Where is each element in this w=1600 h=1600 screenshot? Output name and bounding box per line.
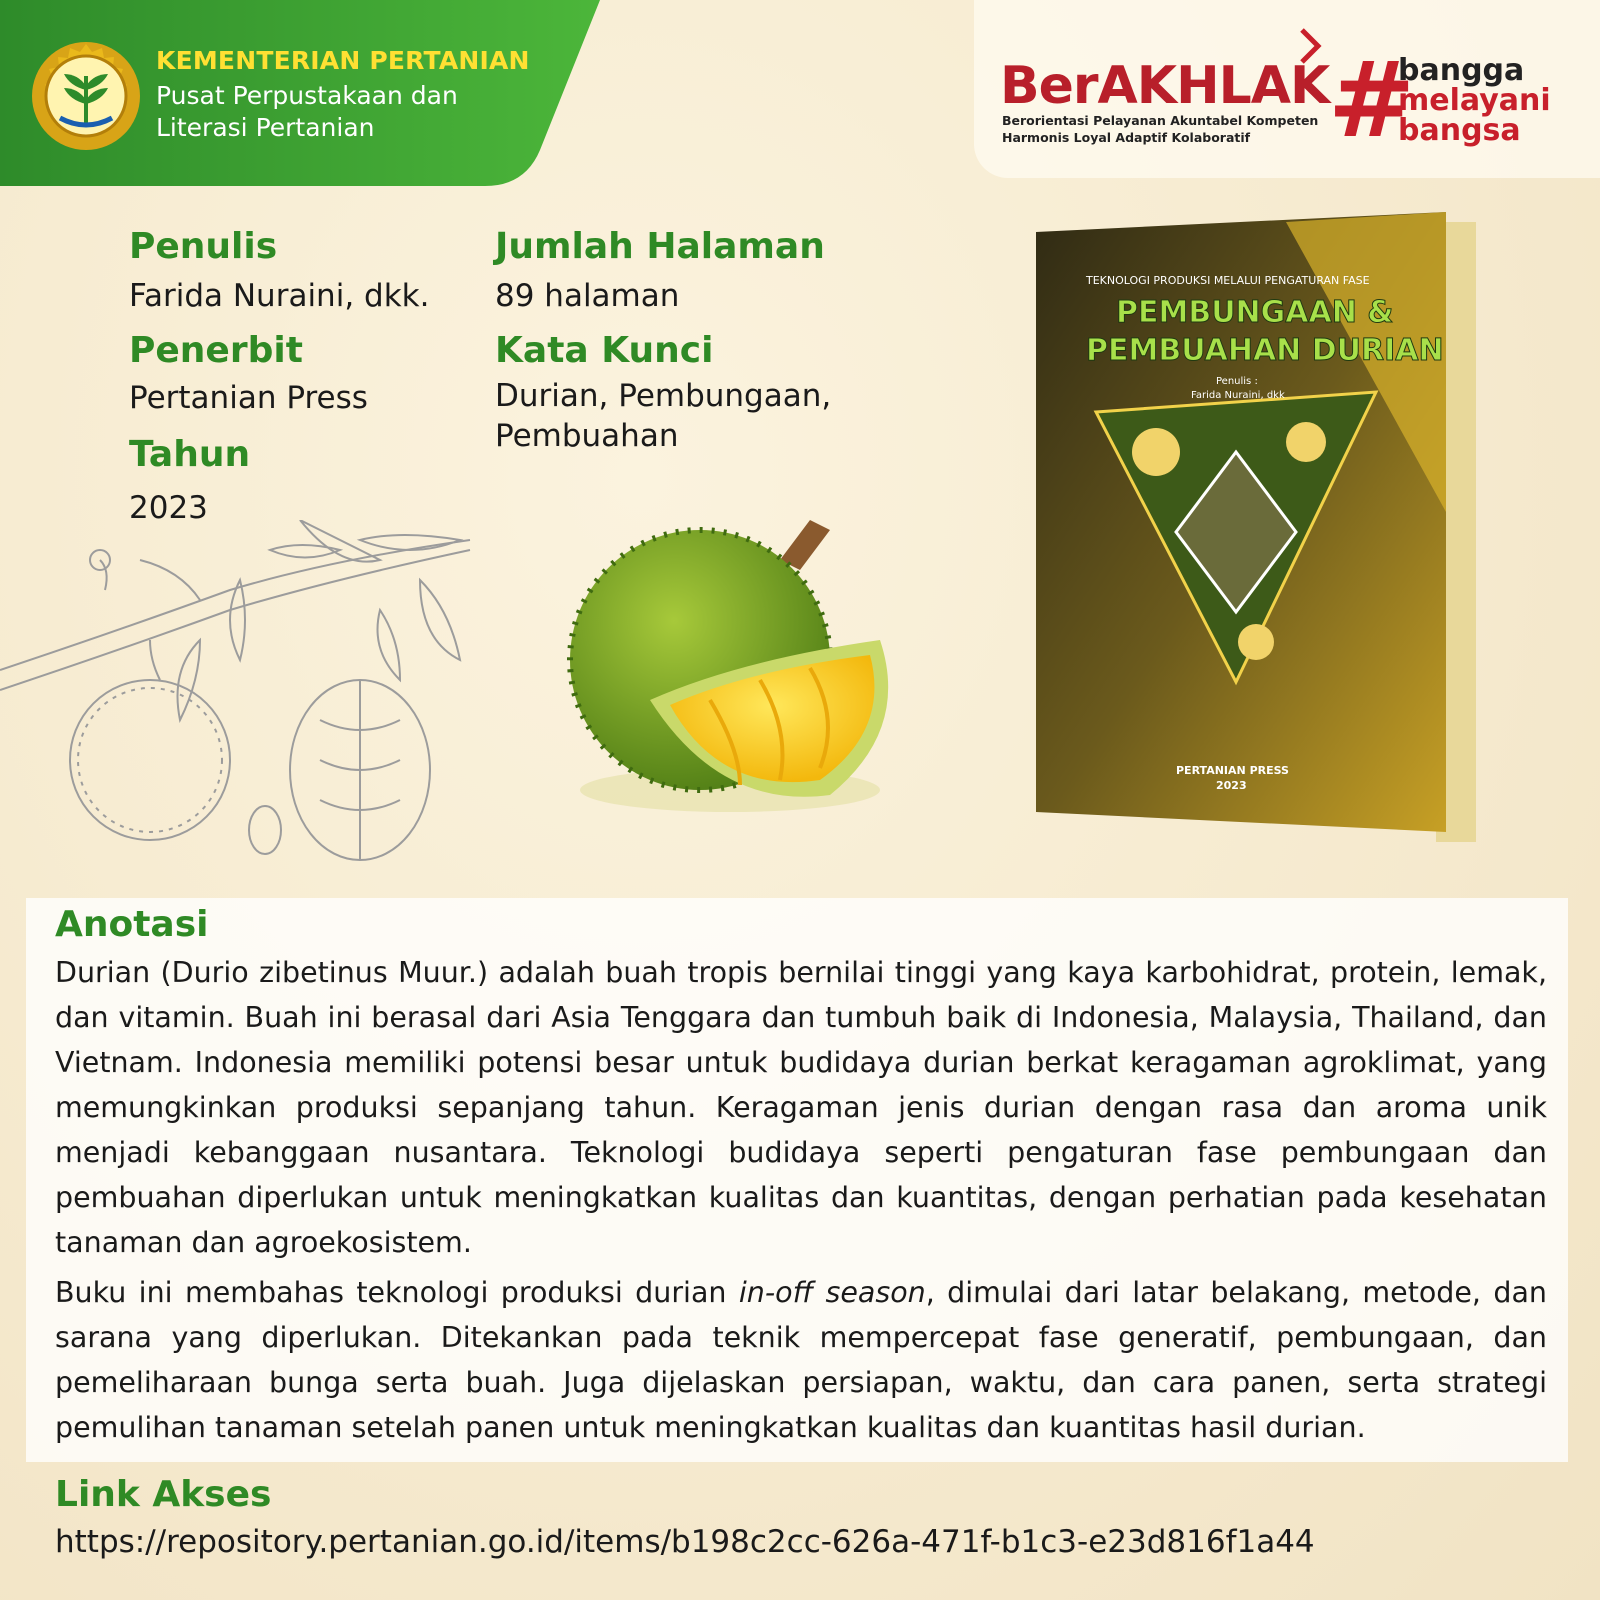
- durian-fruit-illustration: [560, 510, 940, 830]
- kementan-logo: [30, 40, 142, 152]
- halaman-label: Jumlah Halaman: [495, 226, 825, 267]
- berakhlak-logo-text: BerAKHLAK: [1000, 56, 1330, 116]
- tahun-value: 2023: [129, 490, 208, 526]
- book-cover-author-label: Penulis :: [1216, 376, 1258, 387]
- anotasi-paragraph-2-start: Buku ini membahas teknologi produksi durian: [55, 1276, 739, 1309]
- org-subtitle-line1: Pusat Perpustakaan dan: [156, 81, 458, 110]
- tagline-melayani: melayani: [1398, 83, 1551, 118]
- tahun-label: Tahun: [129, 434, 251, 475]
- kata-kunci-label: Kata Kunci: [495, 330, 714, 371]
- link-akses-url[interactable]: https://repository.pertanian.go.id/items/b198c2cc-626a-471f-b1c3-e23d816f1a44: [55, 1524, 1315, 1560]
- tagline-bangsa: bangsa: [1398, 113, 1521, 148]
- anotasi-paragraph-1: Durian (Durio zibetinus Muur.) adalah buah tropis bernilai tinggi yang kaya karbohidrat, protein, lemak, dan vitamin. Buah ini berasal dari Asia Tenggara dan tumbuh baik di Indonesia, Malaysia, Thailand, dan Vietnam. Indonesia memiliki potensi besar untuk budidaya durian berkat keragaman agroklimat, yang memungkinkan produksi sepanjang tahun. Keragaman jenis durian dengan rasa dan aroma unik menjadi kebanggaan nusantara. Teknologi budidaya seperti pengaturan fase pembungaan dan pembuahan diperlukan untuk meningkatkan kualitas dan kuantitas, dengan perhatian pada kesehatan tanaman dan agroekosistem.: [55, 956, 1547, 1259]
- penerbit-label: Penerbit: [129, 330, 303, 371]
- penulis-label: Penulis: [129, 226, 278, 267]
- org-subtitle: [156, 80, 556, 144]
- berakhlak-chevron-icon: [1296, 26, 1326, 66]
- book-cover: [1036, 212, 1496, 848]
- link-akses-heading: Link Akses: [55, 1474, 272, 1515]
- berakhlak-values-line1: Berorientasi Pelayanan Akuntabel Kompeten: [1002, 113, 1319, 128]
- penerbit-value: Pertanian Press: [129, 380, 368, 416]
- anotasi-paragraph-2: [55, 1270, 1547, 1450]
- anotasi-paragraph-2-end: , dimulai dari latar belakang, metode, dan sarana yang diperlukan. Ditekankan pada teknik mempercepat fase generatif, pembungaan, dan pemeliharaan bunga serta buah. Juga dijelaskan persiapan, waktu, dan cara panen, serta strategi pemulihan tanaman setelah panen untuk meningkatkan kualitas dan kuantitas hasil durian.: [55, 1276, 1547, 1444]
- anotasi-heading: Anotasi: [55, 904, 209, 945]
- anotasi-paragraph-2-italic: in-off season: [738, 1276, 926, 1309]
- kata-kunci-value-line2: Pembuahan: [495, 418, 679, 454]
- org-title: KEMENTERIAN PERTANIAN: [156, 46, 530, 75]
- tagline-bangga: bangga: [1398, 53, 1525, 88]
- book-cover-author: Farida Nuraini, dkk: [1191, 390, 1285, 401]
- halaman-value: 89 halaman: [495, 278, 680, 314]
- book-cover-subtitle: TEKNOLOGI PRODUKSI MELALUI PENGATURAN FASE: [1086, 274, 1370, 287]
- book-cover-title-line2: PEMBUAHAN DURIAN: [1086, 333, 1444, 368]
- hashtag-symbol: #: [1328, 39, 1416, 161]
- kata-kunci-value-line1: Durian, Pembungaan,: [495, 378, 832, 414]
- book-cover-publisher: PERTANIAN PRESS: [1176, 764, 1289, 777]
- penulis-value: Farida Nuraini, dkk.: [129, 278, 430, 314]
- book-cover-title-line1: PEMBUNGAAN &: [1116, 295, 1394, 330]
- book-cover-year: 2023: [1216, 779, 1247, 792]
- berakhlak-values-line2: Harmonis Loyal Adaptif Kolaboratif: [1002, 130, 1251, 145]
- org-subtitle-line2: Literasi Pertanian: [156, 113, 375, 142]
- durian-branch-illustration: [0, 520, 520, 880]
